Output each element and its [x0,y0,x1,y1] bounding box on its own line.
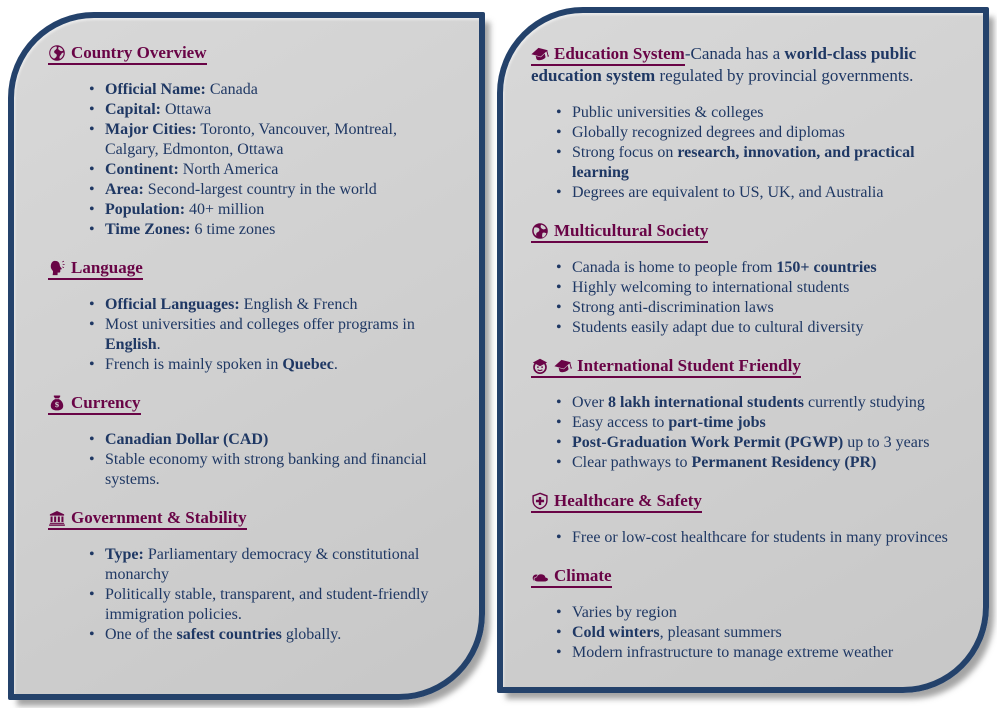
text-run: , pleasant summers [659,624,782,641]
bullet-item [88,585,445,625]
text-run: Parliamentary democracy & constitutional monarchy [105,546,420,583]
text-run: Students easily adapt due to cultural diversity [572,319,864,336]
section-multicultural-society [531,220,959,338]
section-currency [48,392,445,490]
text-run: Varies by region [572,604,677,621]
text-run: Canada is home to people from [572,259,777,276]
bullet-item [88,180,445,200]
bold-text-run: Cold winters [572,624,660,641]
heading-underline [531,566,612,588]
bullet-item [555,143,959,183]
section-government-stability [48,507,445,645]
text-run: Globally recognized degrees and diplomas [572,124,845,141]
classical-building-icon [48,507,71,529]
text-run: Easy access to [572,414,669,431]
text-run: Canada [205,81,258,98]
bold-text-run: Post-Graduation Work Permit (PGWP) [572,434,844,451]
bold-text-run: part-time jobs [668,414,766,431]
graduation-cap-icon [531,43,554,65]
text-run: Ottawa [161,101,212,118]
bullet-item [555,123,959,143]
text-run: Toronto, Vancouver, Montreal, Calgary, Edmonton, Ottawa [105,121,397,158]
money-bag-icon [48,392,71,414]
bullet-list [88,545,445,645]
bullet-item [555,643,959,663]
text-run: globally. [281,626,342,643]
bullet-item [88,120,445,160]
text-run: Over [572,394,608,411]
bold-text-run: Type: [105,546,144,563]
bold-text-run: Permanent Residency (PR) [691,454,877,471]
section-title: International Student Friendly [577,356,801,375]
section-healthcare-safety [531,490,959,548]
bullet-item [555,393,959,413]
bullet-item [555,103,959,123]
bold-text-run: 150+ countries [776,259,877,276]
heading-country-overview [48,42,445,64]
bullet-item [555,413,959,433]
bullet-item [88,450,445,490]
bullet-item [555,318,959,338]
heading-currency [48,392,445,414]
text-run: North America [178,161,279,178]
bullet-list [88,430,445,490]
section-international-student-friendly [531,355,959,473]
section-title: Climate [554,566,612,585]
text-run: Stable economy with strong banking and financial systems. [105,451,427,488]
bullet-item [88,430,445,450]
bold-text-run: Major Cities: [105,121,197,138]
bullet-list [555,393,959,473]
text-run: Public universities & colleges [572,104,764,121]
bold-text-run: Capital: [105,101,161,118]
bullet-item [88,220,445,240]
section-title: Healthcare & Safety [554,491,702,510]
bullet-item [555,603,959,623]
text-run: Degrees are equivalent to US, UK, and Australia [572,184,884,201]
text-run: up to 3 years [843,434,930,451]
text-run: Most universities and colleges offer programs in [105,316,415,333]
heading-underline [531,221,708,243]
heading-government-stability [48,507,445,529]
bold-text-run: world-class public education system [531,44,917,85]
section-education-system [531,43,959,203]
graduation-cap-icon [554,355,577,377]
bold-text-run: English [105,336,157,353]
text-run: Second-largest country in the world [143,181,377,198]
heading-healthcare-safety [531,490,959,512]
heading-multicultural-society [531,220,959,242]
heading-underline [48,258,143,280]
svg-text:$: $ [54,399,60,409]
heading-underline [531,491,702,513]
section-title: Currency [71,393,141,412]
heading-climate [531,565,959,587]
text-run: French is mainly spoken in [105,356,283,373]
bold-text-run: Canadian Dollar (CAD) [105,431,269,448]
globe-icon [48,42,71,64]
text-run: 6 time zones [190,221,276,238]
heading-underline [531,44,685,66]
bullet-item [555,528,959,548]
bold-text-run: safest countries [176,626,282,643]
heading-underline [531,356,801,378]
bold-text-run: Official Name: [105,81,206,98]
bullet-item [88,160,445,180]
text-run: Highly welcoming to international students [572,279,850,296]
bullet-list [555,528,959,548]
text-run: Modern infrastructure to manage extreme weather [572,644,894,661]
text-run: regulated by provincial governments. [655,66,914,85]
bullet-list [555,258,959,338]
section-title: Government & Stability [71,508,247,527]
section-title: Education System [554,44,685,63]
heading-international-student-friendly [531,355,959,377]
text-run: Strong focus on [572,144,678,161]
heading-underline [48,508,247,530]
bullet-list [88,80,445,240]
bullet-item [555,453,959,473]
section-title: Language [71,258,143,277]
bullet-item [88,625,445,645]
bullet-item [555,623,959,643]
bold-text-run: research, innovation, and practical learning [572,144,915,181]
bullet-item [88,355,445,375]
bullet-item [88,545,445,585]
bullet-item [88,100,445,120]
text-run: Strong anti-discrimination laws [572,299,774,316]
student-icon [531,355,554,377]
left-panel [8,12,485,700]
bullet-item [555,433,959,453]
text-run: -Canada has a [684,44,785,63]
text-run: . [156,336,161,353]
bold-text-run: Quebec [282,356,334,373]
bullet-list [555,603,959,663]
text-run: Politically stable, transparent, and student-friendly immigration policies. [105,586,429,623]
bold-text-run: Continent: [105,161,179,178]
text-run: Free or low-cost healthcare for students in many provinces [572,529,948,546]
bullet-item [555,278,959,298]
left-panel-content [14,18,479,694]
heading-underline [48,393,141,415]
section-climate [531,565,959,663]
bold-text-run: Time Zones: [105,221,191,238]
bold-text-run: 8 lakh international students [607,394,805,411]
text-run: Clear pathways to [572,454,692,471]
text-run: . [333,356,338,373]
text-run: currently studying [804,394,925,411]
heading-language [48,257,445,279]
text-run: English & French [239,296,358,313]
section-title: Multicultural Society [554,221,709,240]
text-run: 40+ million [185,201,265,218]
bullet-list [88,295,445,375]
bullet-item [555,258,959,278]
bullet-item [88,315,445,355]
bullet-item [88,80,445,100]
bullet-item [555,298,959,318]
bold-text-run: Official Languages: [105,296,240,313]
globe-americas-icon [531,220,554,242]
bold-text-run: Area: [105,181,144,198]
bullet-item [88,295,445,315]
bullet-list [555,103,959,203]
heading-education-system [531,43,959,87]
section-title: Country Overview [71,43,207,62]
speaking-head-icon [48,257,71,279]
cloud-icon [531,565,554,587]
right-panel-content [503,13,983,687]
shield-cross-icon [531,490,554,512]
text-run: One of the [105,626,177,643]
bullet-item [88,200,445,220]
bullet-item [555,183,959,203]
section-country-overview [48,42,445,240]
heading-underline [48,43,207,65]
right-panel [497,7,989,693]
section-language [48,257,445,375]
bold-text-run: Population: [105,201,186,218]
